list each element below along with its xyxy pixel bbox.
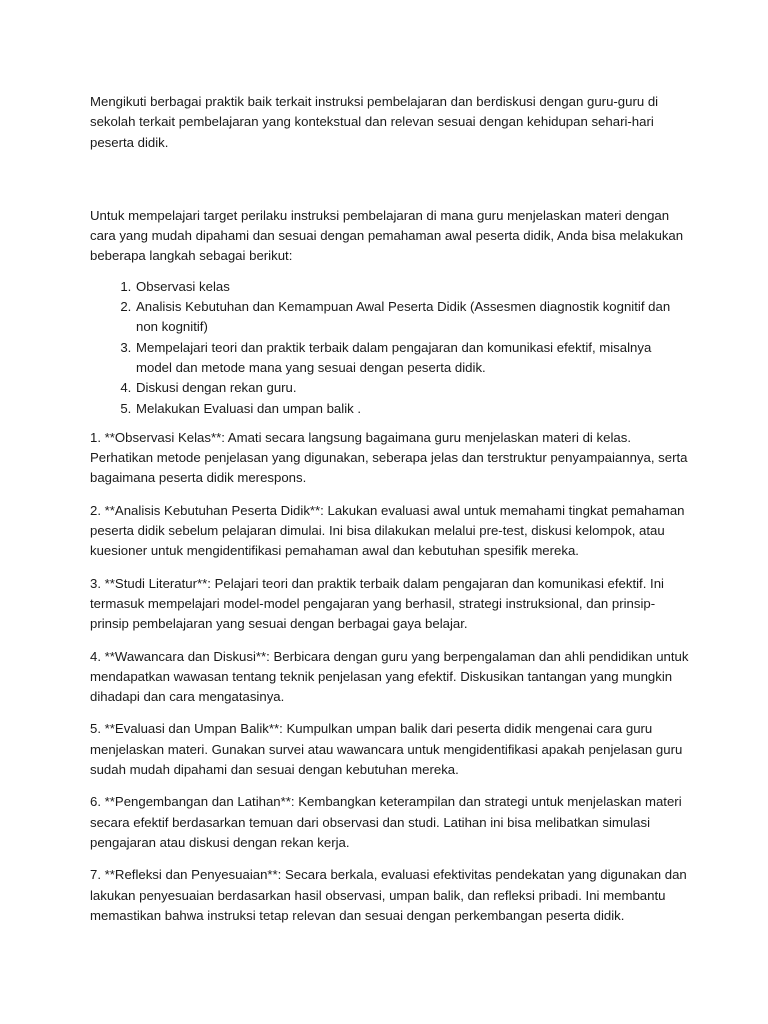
steps-list <box>90 277 690 419</box>
detail-paragraph-studi: 3. **Studi Literatur**: Pelajari teori dan praktik terbaik dalam pengajaran dan komunikasi efektif. Ini termasuk mempelajari model-model pengajaran yang berhasil, strategi instruksional, dan prinsip-prinsip pembelajaran yang sesuai dengan berbagai gaya belajar. <box>90 575 664 632</box>
detail-paragraph-observasi: 1. **Observasi Kelas**: Amati secara langsung bagaimana guru menjelaskan materi di kelas. Perhatikan metode penjelasan yang digunakan, seberapa jelas dan terstruktur penyampaiannya, serta bagaimana peserta didik merespons. <box>90 429 688 486</box>
detail-paragraph-analisis: 2. **Analisis Kebutuhan Peserta Didik**: Lakukan evaluasi awal untuk memahami tingkat pemahaman peserta didik sebelum pelajaran dimulai. Ini bisa dilakukan melalui pre-test, diskusi kelompok, atau kuesioner untuk mengidentifikasi pemahaman awal dan kebutuhan spesifik mereka. <box>90 502 685 559</box>
list-item: 4. Diskusi dengan rekan guru. <box>135 378 690 398</box>
document-page <box>90 92 690 938</box>
context-paragraph: Untuk mempelajari target perilaku instruksi pembelajaran di mana guru menjelaskan materi dengan cara yang mudah dipahami dan sesuai dengan pemahaman awal peserta didik, Anda bisa melakukan beberapa langkah sebagai berikut: <box>90 207 684 264</box>
list-item: 1. Observasi kelas <box>135 277 690 297</box>
detail-paragraph-wawancara: 4. **Wawancara dan Diskusi**: Berbicara dengan guru yang berpengalaman dan ahli pendidikan untuk mendapatkan wawasan tentang teknik penjelasan yang efektif. Diskusikan tantangan yang mungkin dihadapi dan cara mengatasinya. <box>90 648 689 705</box>
detail-paragraph-refleksi: 7. **Refleksi dan Penyesuaian**: Secara berkala, evaluasi efektivitas pendekatan yang digunakan dan lakukan penyesuaian berdasarkan hasil observasi, umpan balik, dan refleksi pribadi. Ini membantu memastikan bahwa instruksi tetap relevan dan sesuai dengan perkembangan peserta didik. <box>90 867 687 923</box>
list-item: 5. Melakukan Evaluasi dan umpan balik . <box>135 399 690 419</box>
detail-paragraph-pengembangan: 6. **Pengembangan dan Latihan**: Kembangkan keterampilan dan strategi untuk menjelaskan materi secara efektif berdasarkan temuan dari observasi dan studi. Latihan ini bisa melibatkan simulasi pengajaran atau diskusi dengan rekan kerja. <box>90 794 682 850</box>
paragraph-spacer <box>90 153 690 206</box>
list-item: 3. Mempelajari teori dan praktik terbaik dalam pengajaran dan komunikasi efektif, misalnya model dan metode mana yang sesuai dengan peserta didik. <box>135 338 690 379</box>
intro-paragraph: Mengikuti berbagai praktik baik terkait instruksi pembelajaran dan berdiskusi dengan guru-guru di sekolah terkait pembelajaran yang kontekstual dan relevan sesuai dengan kehidupan sehari-hari peserta didik. <box>90 94 659 150</box>
detail-paragraph-evaluasi: 5. **Evaluasi dan Umpan Balik**: Kumpulkan umpan balik dari peserta didik mengenai cara guru menjelaskan materi. Gunakan survei atau wawancara untuk mengidentifikasi apakah penjelasan guru sudah mudah dipahami dan sesuai dengan kebutuhan mereka. <box>90 721 683 778</box>
list-item: 2. Analisis Kebutuhan dan Kemampuan Awal Peserta Didik (Assesmen diagnostik kognitif dan non kognitif) <box>135 297 690 338</box>
